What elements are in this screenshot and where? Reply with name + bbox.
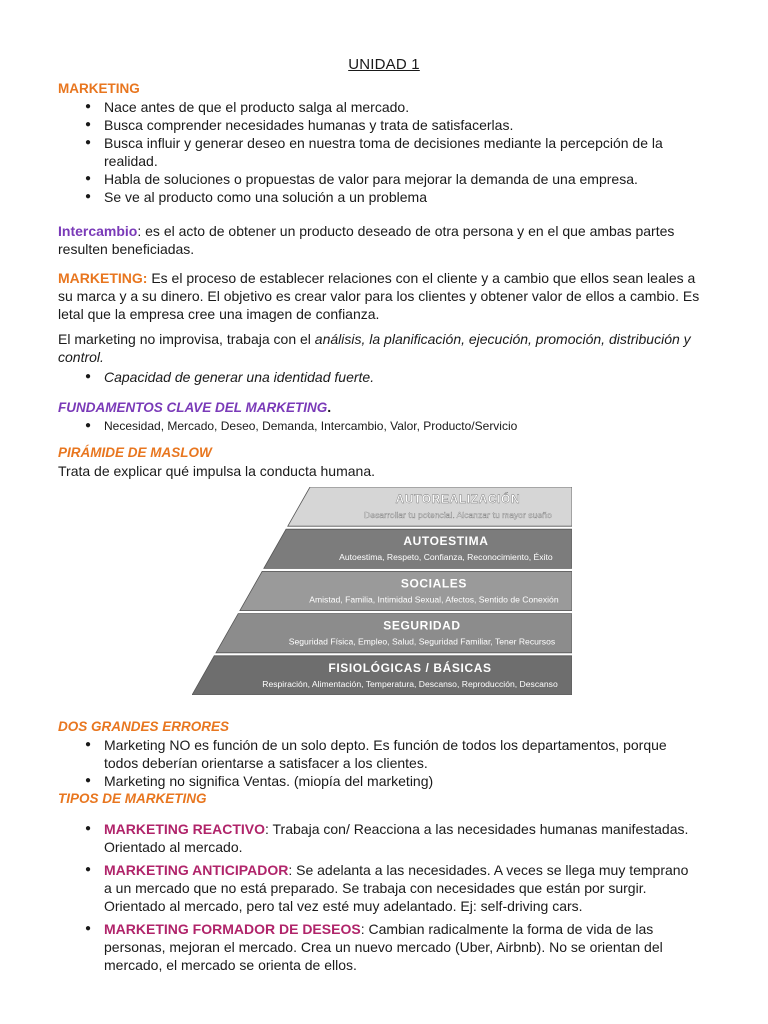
text: : Trabaja con/ Reacciona a las necesidades humanas manifestadas. [265,821,689,837]
section-maslow [58,444,718,480]
list-item-text: realidad. [104,153,158,169]
section-fundamentos [58,398,718,435]
paragraph-marketing-def [58,269,718,323]
fundamentos-bullets [58,417,718,435]
pyramid-level-subtitle: Desarrollar tu potencial. Alcanzar tu mayor sueño [364,510,552,520]
heading-fundamentos: FUNDAMENTOS CLAVE DEL MARKETING [58,400,328,415]
text: Orientado al mercado. [104,839,243,855]
list-item: ● Capacidad de generar una identidad fuerte. [58,368,718,386]
pyramid-level-subtitle: Respiración, Alimentación, Temperatura, Descanso, Reproducción, Descanso [262,678,558,689]
paragraph-improvisa [58,330,718,386]
marketing-bullets [58,98,718,206]
section-errores [58,718,718,790]
term-anticipador: MARKETING ANTICIPADOR [104,862,289,878]
text: su marca y a su dinero. El objetivo es crear valor para los clientes y obtener valor de ellos a cambio. Es [58,288,700,304]
section-tipos [58,790,718,974]
list-item-text: todos deberían orientarse a satisfacer a los clientes. [104,755,428,771]
maslow-pyramid [192,487,572,695]
list-item: ● Habla de soluciones o propuestas de valor para mejorar la demanda de una empresa. [58,170,718,188]
errores-bullets [58,736,718,790]
paragraph-intercambio [58,222,718,258]
pyramid-graphic [192,487,572,695]
list-item: ● Marketing no significa Ventas. (miopía del marketing) [58,772,718,790]
list-item: ● Necesidad, Mercado, Deseo, Demanda, Intercambio, Valor, Producto/Servicio [58,417,718,435]
list-item [58,861,718,915]
pyramid-level-subtitle: Amistad, Familia, Intimidad Sexual, Afectos, Sentido de Conexión [309,594,559,605]
pyramid-level-title: FISIOLÓGICAS / BÁSICAS [328,660,492,675]
section-marketing [58,80,718,206]
text: : Se adelanta a las necesidades. A veces se llega muy temprano [288,862,689,878]
maslow-description: Trata de explicar qué impulsa la conducta humana. [58,463,375,479]
list-item: ● Se ve al producto como una solución a un problema [58,188,718,206]
heading-marketing: MARKETING [58,81,140,96]
list-item: ● Busca comprender necesidades humanas y trata de satisfacerlas. [58,116,718,134]
pyramid-level-title: SOCIALES [400,576,468,591]
list-item-text: Busca influir y generar deseo en nuestra toma de decisiones mediante la percepción de la [104,135,663,151]
pyramid-level-title: AUTOREALIZACIÓN [395,492,521,506]
text: mercado, el mercado se orienta de ellos. [104,957,357,973]
term-formador: MARKETING FORMADOR DE DESEOS [104,921,361,937]
list-item-text: Marketing NO es función de un solo depto. Es función de todos los departamentos, porque [104,737,667,753]
list-item [58,920,718,974]
heading-errores: DOS GRANDES ERRORES [58,719,230,734]
heading-dot: . [327,399,332,415]
heading-maslow: PIRÁMIDE DE MASLOW [58,445,212,460]
pyramid-level-title: AUTOESTIMA [403,534,489,549]
term-intercambio: Intercambio [58,223,138,239]
term-marketing: MARKETING: [58,270,148,286]
tipos-list [58,820,718,974]
text: : Cambian radicalmente la forma de vida de las [360,921,654,937]
list-item: ● Nace antes de que el producto salga al mercado. [58,98,718,116]
pyramid-level-subtitle: Autoestima, Respeto, Confianza, Reconocimiento, Éxito [339,552,553,563]
text: Orientado al mercado, pero tal vez esté muy adelantado. Ej: self-driving cars. [104,898,583,914]
pyramid-level-subtitle: Seguridad Física, Empleo, Salud, Seguridad Familiar, Tener Recursos [288,636,556,647]
list-item [58,820,718,856]
text: : es el acto de obtener un producto deseado de otra persona y en el que ambas partes [137,223,675,239]
text-italic: análisis, la planificación, ejecución, promoción, distribución y [314,331,691,347]
text: personas, mejoran el mercado. Crea un nuevo mercado (Uber, Airbnb). No se orientan del [104,939,663,955]
improvisa-bullets [58,368,718,386]
text: Es el proceso de establecer relaciones con el cliente y a cambio que ellos sean leales a [147,270,696,286]
text: resulten beneficiadas. [58,241,195,257]
list-item [58,134,718,170]
page-title: UNIDAD 1 [348,56,420,73]
text-italic: control. [58,349,104,365]
text: letal que la empresa cree una imagen de confianza. [58,306,380,322]
text: El marketing no improvisa, trabaja con el [58,331,315,347]
list-item [58,736,718,772]
heading-tipos: TIPOS DE MARKETING [58,791,207,806]
text: a un mercado que no está preparado. Se trabaja con necesidades que están por surgir. [104,880,647,896]
term-reactivo: MARKETING REACTIVO [104,821,265,837]
pyramid-level-title: SEGURIDAD [383,618,461,633]
